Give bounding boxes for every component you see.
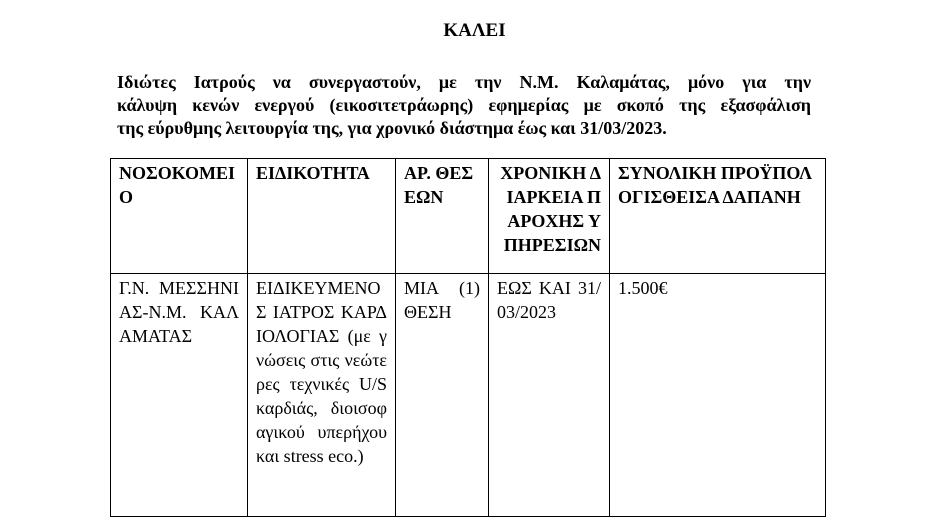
document-heading: ΚΑΛΕΙ (443, 20, 506, 41)
header-cost: ΣΥΝΟΛΙΚΗ ΠΡΟΫΠΟΛΟΓΙΣΘΕΙΣΑ ΔΑΠΑΝΗ (610, 159, 826, 274)
intro-line: Ιδιώτες Ιατρούς να συνεργαστούν, με την Ν.Μ. Καλαμάτας, μόνο για την (117, 72, 811, 92)
intro-line: κάλυψη κενών ενεργού (εικοσιτετράωρης) εφημερίας με σκοπό της εξασφάλιση (117, 95, 811, 115)
cell-cost: 1.500€ (610, 274, 826, 517)
cell-positions: ΜΙΑ (1) ΘΕΣΗ (396, 274, 489, 517)
cell-specialty: ΕΙΔΙΚΕΥΜΕΝΟΣ ΙΑΤΡΟΣ ΚΑΡΔΙΟΛΟΓΙΑΣ (με γνώσεις στις νεώτερες τεχνικές U/S καρδιάς, διοισοφαγικού υπερήχου και stress eco.) (248, 274, 396, 517)
cell-hospital: Γ.Ν. ΜΕΣΣΗΝΙΑΣ-Ν.Μ. ΚΑΛΑΜΑΤΑΣ (111, 274, 248, 517)
cell-duration: ΕΩΣ ΚΑΙ 31/03/2023 (489, 274, 610, 517)
intro-paragraph (117, 71, 811, 140)
header-hospital: ΝΟΣΟΚΟΜΕΙΟ (111, 159, 248, 274)
header-positions: ΑΡ. ΘΕΣΕΩΝ (396, 159, 489, 274)
positions-table (110, 158, 826, 517)
intro-line: της εύρυθμης λειτουργία της, για χρονικό διάστημα έως και 31/03/2023. (117, 118, 667, 138)
table-header-row (111, 159, 826, 274)
table-row (111, 274, 826, 517)
header-duration: ΧΡΟΝΙΚΗ ΔΙΑΡΚΕΙΑ ΠΑΡΟΧΗΣ ΥΠΗΡΕΣΙΩΝ (489, 159, 610, 274)
header-specialty: ΕΙΔΙΚΟΤΗΤΑ (248, 159, 396, 274)
